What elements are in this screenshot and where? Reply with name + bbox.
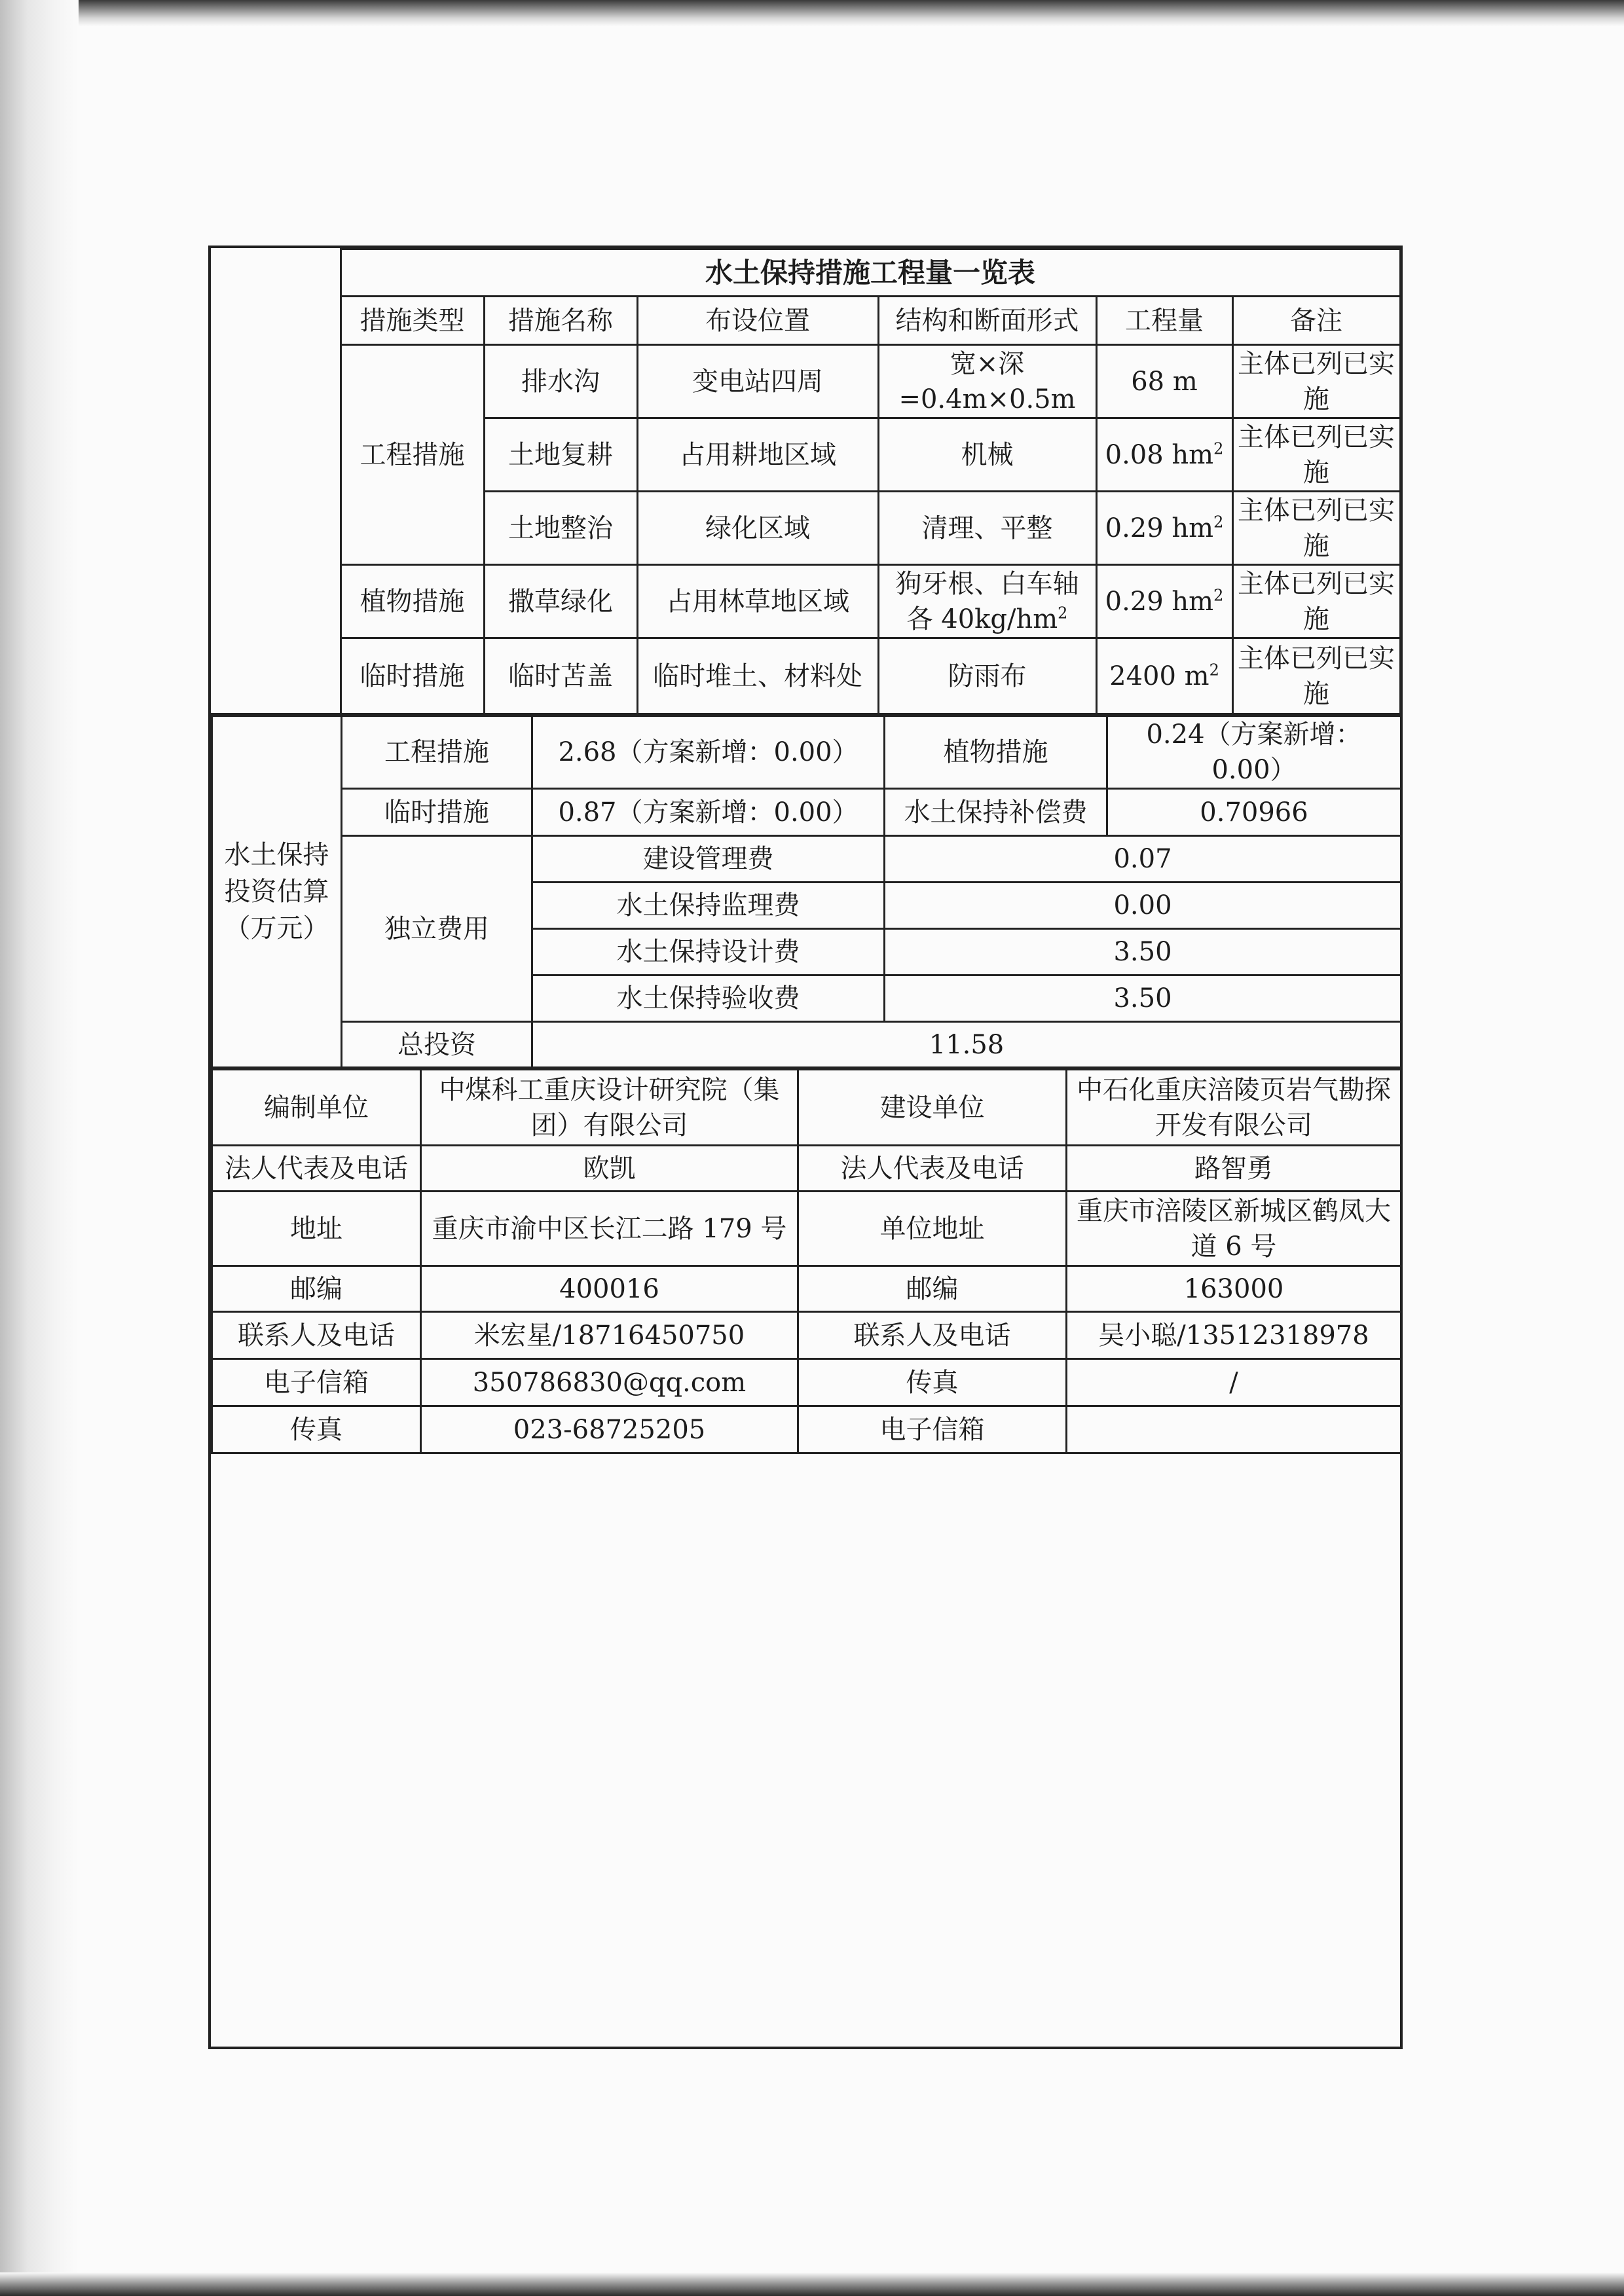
builder-zip-value: 163000 [1067,1266,1401,1312]
row1-location: 变电站四周 [637,345,878,418]
inv-fee-label: 水土保持监理费 [532,883,885,929]
builder-address-value: 重庆市涪陵区新城区鹤凤大道 6 号 [1067,1192,1401,1266]
temp-type-cell: 临时措施 [341,638,484,714]
header-qty: 工程量 [1096,297,1232,345]
header-type: 措施类型 [341,297,484,345]
superscript: 2 [1213,439,1224,458]
temp-form: 防雨布 [878,638,1096,714]
row2-location: 占用耕地区域 [637,418,878,492]
scan-top-edge [0,0,1624,26]
inv-plant-label: 植物措施 [885,716,1107,789]
header-form: 结构和断面形式 [878,297,1096,345]
inv-fee-value: 0.00 [885,883,1401,929]
compiler-zip-value: 400016 [421,1266,798,1312]
compiler-address-value: 重庆市渝中区长江二路 179 号 [421,1192,798,1266]
measures-table [211,248,1401,715]
engineering-type-cell: 工程措施 [341,345,484,565]
inv-fee-label: 水土保持设计费 [532,929,885,975]
compiler-email-label: 电子信箱 [212,1359,421,1406]
form-frame [208,246,1403,2049]
row3-qty: 0.29 $hm^2$ [1096,492,1232,565]
header-name: 措施名称 [484,297,637,345]
inv-total-label: 总投资 [342,1022,532,1068]
temp-location: 临时堆土、材料处 [637,638,878,714]
inv-compensation-value: 0.70966 [1107,789,1401,836]
row2-note: 主体已列已实施 [1232,418,1400,492]
inv-fee-value: 3.50 [885,975,1401,1022]
builder-fax-value: / [1067,1359,1401,1406]
temp-qty: 2400 $m^2$ [1096,638,1232,714]
compiler-value: 中煤科工重庆设计研究院（集团）有限公司 [421,1070,798,1146]
builder-label: 建设单位 [798,1070,1067,1146]
form-sheet [211,248,1400,1454]
compiler-fax-label: 传真 [212,1406,421,1453]
inv-temp-value: 0.87（方案新增：0.00） [532,789,885,836]
builder-zip-label: 邮编 [798,1266,1067,1312]
compiler-contact-value: 米宏星/18716450750 [421,1312,798,1359]
row3-note: 主体已列已实施 [1232,492,1400,565]
row1-qty: 68 m [1096,345,1232,418]
compiler-address-label: 地址 [212,1192,421,1266]
superscript: 2 [1209,661,1219,680]
builder-fax-label: 传真 [798,1359,1067,1406]
compiler-contact-label: 联系人及电话 [212,1312,421,1359]
inv-engineering-value: 2.68（方案新增：0.00） [532,716,885,789]
row1-note: 主体已列已实施 [1232,345,1400,418]
inv-compensation-label: 水土保持补偿费 [885,789,1107,836]
row2-form: 机械 [878,418,1096,492]
row2-qty: 0.08 $hm^2$ [1096,418,1232,492]
temp-name: 临时苫盖 [484,638,637,714]
scan-bottom-edge [0,2272,1624,2296]
plant-location: 占用林草地区域 [637,565,878,638]
inv-fee-label: 水土保持验收费 [532,975,885,1022]
row3-location: 绿化区域 [637,492,878,565]
plant-qty: 0.29 $hm^2$ [1096,565,1232,638]
builder-contact-label: 联系人及电话 [798,1312,1067,1359]
builder-email-label: 电子信箱 [798,1406,1067,1453]
compiler-legal-value: 欧凯 [421,1146,798,1192]
header-note: 备注 [1232,297,1400,345]
compiler-legal-label: 法人代表及电话 [212,1146,421,1192]
inv-fee-label: 建设管理费 [532,836,885,883]
superscript: 2 [1213,586,1224,605]
plant-note: 主体已列已实施 [1232,565,1400,638]
compiler-fax-value: 023-68725205 [421,1406,798,1453]
units-table [211,1068,1402,1454]
builder-value: 中石化重庆涪陵页岩气勘探开发有限公司 [1067,1070,1401,1146]
row2-name: 土地复耕 [484,418,637,492]
inv-total-value: 11.58 [532,1022,1401,1068]
row1-form: 宽×深=0.4m×0.5m [878,345,1096,418]
inv-plant-value: 0.24（方案新增：0.00） [1107,716,1401,789]
builder-contact-value: 吴小聪/13512318978 [1067,1312,1401,1359]
superscript: 2 [1058,604,1068,623]
inv-fee-value: 0.07 [885,836,1401,883]
superscript: 2 [1213,513,1224,532]
row3-form: 清理、平整 [878,492,1096,565]
scan-spine-shadow [0,0,79,2296]
inv-temp-label: 临时措施 [342,789,532,836]
plant-form: 狗牙根、白车轴各 $40kg/hm^2$ [878,565,1096,638]
header-location: 布设位置 [637,297,878,345]
compiler-zip-label: 邮编 [212,1266,421,1312]
builder-legal-label: 法人代表及电话 [798,1146,1067,1192]
inv-independent-label: 独立费用 [342,836,532,1022]
measures-title: 水土保持措施工程量一览表 [341,249,1400,297]
row1-name: 排水沟 [484,345,637,418]
builder-legal-value: 路智勇 [1067,1146,1401,1192]
investment-label: 水土保持投资估算（万元） [212,716,342,1068]
temp-note: 主体已列已实施 [1232,638,1400,714]
row3-name: 土地整治 [484,492,637,565]
compiler-label: 编制单位 [212,1070,421,1146]
inv-engineering-label: 工程措施 [342,716,532,789]
inv-fee-value: 3.50 [885,929,1401,975]
builder-address-label: 单位地址 [798,1192,1067,1266]
compiler-email-value: 350786830@qq.com [421,1359,798,1406]
plant-name: 撒草绿化 [484,565,637,638]
investment-table [211,715,1402,1068]
left-blank-cell [211,249,341,714]
plant-type-cell: 植物措施 [341,565,484,638]
builder-email-value [1067,1406,1401,1453]
